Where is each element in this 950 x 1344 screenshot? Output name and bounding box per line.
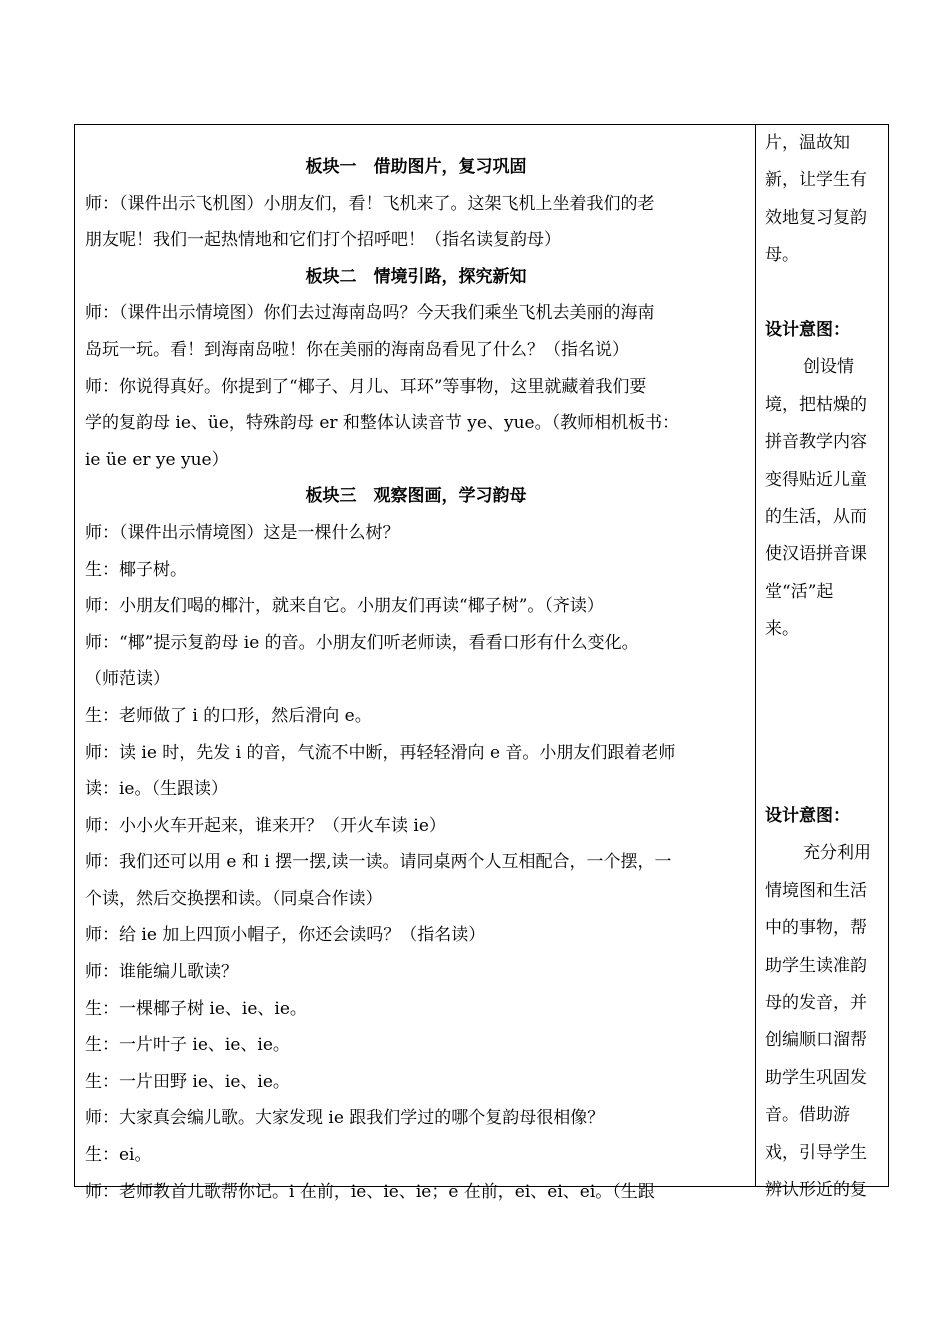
lesson-table <box>74 124 889 1202</box>
content-line: ie üe er ye yue） <box>85 449 229 470</box>
content-line: 生：一片叶子 ie、ie、ie。 <box>85 1035 290 1056</box>
design-intent-heading: 设计意图： <box>765 806 850 827</box>
section-heading: 板块二 情境引路，探究新知 <box>305 266 527 287</box>
content-line: 师：大家真会编儿歌。大家发现 ie 跟我们学过的哪个复韵母很相像？ <box>85 1108 605 1129</box>
design-intent-line: 情境图和生活 <box>765 880 867 901</box>
content-line: 生：一棵椰子树 ie、ie、ie。 <box>85 998 307 1019</box>
design-intent-line: 新，让学生有 <box>765 170 867 191</box>
design-intent-line: 辨认形近的复 <box>765 1179 867 1200</box>
content-line: 师：老师教首儿歌帮你记。i 在前，ie、ie、ie；e 在前，ei、ei、ei。（生跟 <box>85 1181 655 1202</box>
content-line: 师：给 ie 加上四顶小帽子，你还会读吗？（指名读） <box>85 925 486 946</box>
content-line: 师：小朋友们喝的椰汁，就来自它。小朋友们再读“椰子树”。（齐读） <box>85 596 604 617</box>
content-line: 师：（课件出示飞机图）小朋友们，看！飞机来了。这架飞机上坐着我们的老 <box>85 193 655 214</box>
content-line: 读：ie。（生跟读） <box>85 779 228 800</box>
design-intent-line: 助学生读准韵 <box>765 955 867 976</box>
content-line: （师范读） <box>85 669 170 690</box>
design-intent-line: 变得贴近儿童 <box>765 469 867 490</box>
design-intent-line: 创编顺口溜帮 <box>765 1030 867 1051</box>
design-intent-line: 音。借助游 <box>765 1105 850 1126</box>
lesson-content-column <box>85 149 747 1210</box>
spacer <box>765 761 883 798</box>
content-line: 师：小小火车开起来，谁来开？（开火车读 ie） <box>85 815 446 836</box>
content-line: 个读，然后交换摆和读。（同桌合作读） <box>85 888 383 909</box>
content-line: 师：谁能编儿歌读？ <box>85 962 238 983</box>
section-heading: 板块一 借助图片，复习巩固 <box>305 157 527 177</box>
content-line: 师：读 ie 时，先发 i 的音，气流不中断，再轻轻滑向 e 音。小朋友们跟着老师 <box>85 742 676 763</box>
design-intent-line: 充分利用 <box>803 843 871 864</box>
design-intent-line: 母的发音，并 <box>765 992 867 1013</box>
spacer <box>765 275 883 312</box>
design-intent-line: 创设情 <box>803 357 854 378</box>
content-line: 生：一片田野 ie、ie、ie。 <box>85 1071 290 1092</box>
content-line: 师：“椰”提示复韵母 ie 的音。小朋友们听老师读，看看口形有什么变化。 <box>85 632 639 653</box>
design-intent-line: 使汉语拼音课 <box>765 544 867 565</box>
content-line: 生：ei。 <box>85 1145 152 1166</box>
design-intent-line: 的生活，从而 <box>765 506 867 527</box>
spacer <box>765 723 883 760</box>
design-intent-line: 中的事物，帮 <box>765 918 867 939</box>
column-divider <box>755 125 756 1186</box>
content-line: 岛玩一玩。看！到海南岛啦！你在美丽的海南岛看见了什么？（指名说） <box>85 339 629 360</box>
content-line: 朋友呢！我们一起热情地和它们打个招呼吧！（指名读复韵母） <box>85 230 561 251</box>
design-intent-line: 效地复习复韵 <box>765 207 867 228</box>
content-line: 师：我们还可以用 e 和 i 摆一摆,读一读。请同桌两个人互相配合，一个摆，一 <box>85 852 672 873</box>
design-intent-line: 片，温故知 <box>765 133 850 153</box>
design-intent-line: 助学生巩固发 <box>765 1067 867 1088</box>
design-intent-line: 来。 <box>765 619 799 640</box>
content-line: 生：老师做了 i 的口形，然后滑向 e。 <box>85 705 372 726</box>
content-line: 师：（课件出示情境图）你们去过海南岛吗？今天我们乘坐飞机去美丽的海南 <box>85 303 655 324</box>
content-line: 生：椰子树。 <box>85 559 187 580</box>
content-line: 师：你说得真好。你提到了“椰子、月儿、耳环”等事物，这里就藏着我们要 <box>85 376 647 397</box>
content-line: 学的复韵母 ie、üe，特殊韵母 er 和整体认读音节 ye、yue。（教师相机板书： <box>85 413 680 434</box>
section-heading: 板块三 观察图画，学习韵母 <box>305 486 527 507</box>
content-line: 师：（课件出示情境图）这是一棵什么树？ <box>85 522 400 543</box>
design-intent-column <box>765 125 883 1209</box>
design-intent-line: 境，把枯燥的 <box>765 394 867 415</box>
design-intent-line: 戏，引导学生 <box>765 1142 867 1163</box>
spacer <box>765 686 883 723</box>
design-intent-heading: 设计意图： <box>765 319 850 340</box>
design-intent-line: 堂“活”起 <box>765 581 834 602</box>
spacer <box>765 648 883 685</box>
design-intent-line: 拼音教学内容 <box>765 432 867 453</box>
design-intent-line: 母。 <box>765 245 799 266</box>
